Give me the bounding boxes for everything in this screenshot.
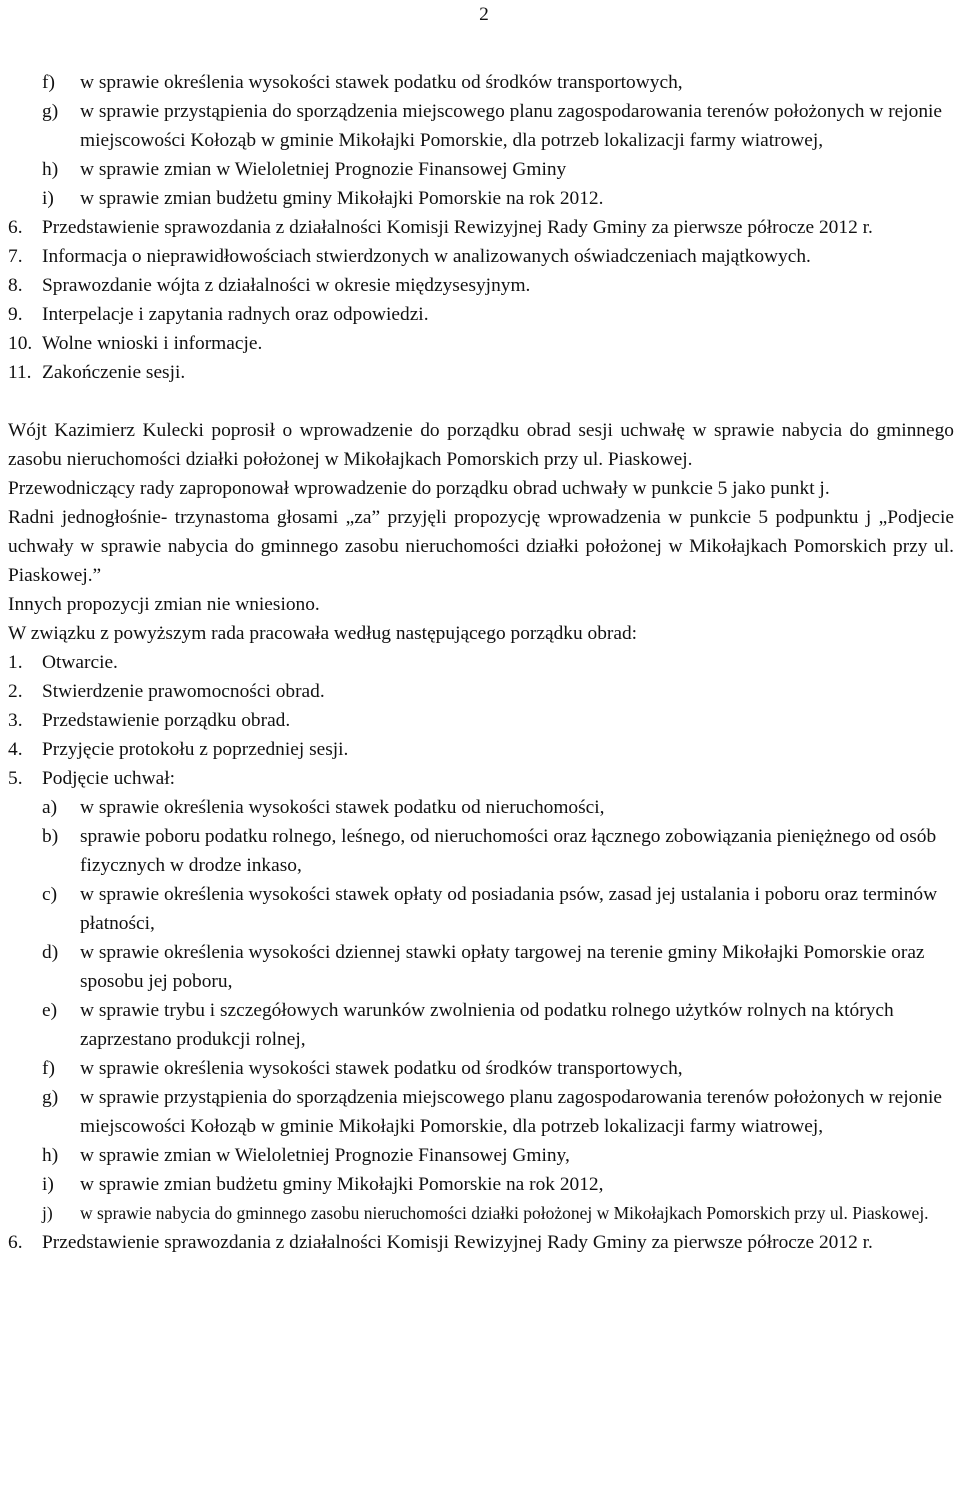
item-label: 6. <box>8 1232 23 1253</box>
paragraph: Wójt Kazimierz Kulecki poprosił o wprowadzenie do porządku obrad sesji uchwałę w sprawie nabycia do gminnego zasobu nieruchomości działki położonej w Mikołajkach Pomorskich przy ul. Piaskowej. <box>8 420 954 470</box>
paragraph: Przewodniczący rady zaproponował wprowadzenie do porządku obrad uchwały w punkcie 5 jako punkt j. <box>8 478 830 499</box>
item-text: Przedstawienie sprawozdania z działalności Komisji Rewizyjnej Rady Gminy za pierwsze półrocze 2012 r. <box>42 1232 873 1253</box>
document-body <box>8 68 954 1257</box>
list-item <box>8 1054 954 1083</box>
list-item <box>8 184 954 213</box>
item-text: Stwierdzenie prawomocności obrad. <box>42 681 325 702</box>
list-item <box>8 677 954 706</box>
item-text: sprawie poboru podatku rolnego, leśnego, od nieruchomości oraz łącznego zobowiązania pieniężnego od osób fizycznych w drodze inkaso, <box>80 826 937 876</box>
agenda-list-continued <box>8 1228 954 1257</box>
item-label: d) <box>42 942 59 963</box>
agenda-sub-list <box>8 793 954 1228</box>
item-label: 5. <box>8 768 23 789</box>
item-label: 2. <box>8 681 23 702</box>
item-label: j) <box>42 1203 53 1223</box>
list-item <box>8 648 954 677</box>
item-label: c) <box>42 884 58 905</box>
list-item <box>8 1170 954 1199</box>
item-label: 10. <box>8 333 33 354</box>
paragraph: W związku z powyższym rada pracowała według następującego porządku obrad: <box>8 623 638 644</box>
item-text: w sprawie zmian budżetu gminy Mikołajki Pomorskie na rok 2012, <box>80 1174 604 1195</box>
item-text: Wolne wnioski i informacje. <box>42 333 263 354</box>
item-label: b) <box>42 826 59 847</box>
item-text: Zakończenie sesji. <box>42 362 186 383</box>
spacer <box>8 387 954 416</box>
item-text: Interpelacje i zapytania radnych oraz odpowiedzi. <box>42 304 429 325</box>
top-sub-list <box>8 68 954 213</box>
page-number: 2 <box>479 4 489 25</box>
list-item <box>8 329 954 358</box>
item-text: w sprawie określenia wysokości stawek opłaty od posiadania psów, zasad jej ustalania i poboru oraz terminów płatności, <box>80 884 938 934</box>
item-text: w sprawie przystąpienia do sporządzenia miejscowego planu zagospodarowania terenów położonych w rejonie miejscowości Kołoząb w gminie Mikołajki Pomorskie, dla potrzeb lokalizacji farmy wiatrowej, <box>80 1087 943 1137</box>
paragraphs <box>8 416 954 648</box>
item-label: a) <box>42 797 58 818</box>
item-text: Przedstawienie sprawozdania z działalności Komisji Rewizyjnej Rady Gminy za pierwsze półrocze 2012 r. <box>42 217 873 238</box>
item-text: Przedstawienie porządku obrad. <box>42 710 291 731</box>
list-item <box>8 68 954 97</box>
paragraph: Innych propozycji zmian nie wniesiono. <box>8 594 320 615</box>
list-item <box>8 764 954 793</box>
list-item <box>8 300 954 329</box>
item-text: w sprawie nabycia do gminnego zasobu nieruchomości działki położonej w Mikołajkach Pomorskich przy ul. Piaskowej. <box>80 1203 929 1223</box>
item-text: Informacja o nieprawidłowościach stwierdzonych w analizowanych oświadczeniach majątkowych. <box>42 246 811 267</box>
item-text: w sprawie określenia wysokości dziennej stawki opłaty targowej na terenie gminy Mikołajki Pomorskie oraz sposobu jej poboru, <box>80 942 925 992</box>
list-item <box>8 880 954 938</box>
item-label: 11. <box>8 362 32 383</box>
item-text: w sprawie zmian budżetu gminy Mikołajki Pomorskie na rok 2012. <box>80 188 604 209</box>
item-label: g) <box>42 101 59 122</box>
item-label: i) <box>42 1174 54 1195</box>
list-item <box>8 155 954 184</box>
list-item <box>8 938 954 996</box>
top-numbered-list <box>8 213 954 387</box>
item-text: w sprawie określenia wysokości stawek podatku od środków transportowych, <box>80 1058 683 1079</box>
item-text: w sprawie zmian w Wieloletniej Prognozie Finansowej Gminy, <box>80 1145 570 1166</box>
item-label: 9. <box>8 304 23 325</box>
agenda-list <box>8 648 954 793</box>
item-text: Sprawozdanie wójta z działalności w okresie międzysesyjnym. <box>42 275 531 296</box>
item-label: g) <box>42 1087 59 1108</box>
paragraph: Radni jednogłośnie- trzynastoma głosami „za” przyjęli propozycję wprowadzenia w punkcie 5 podpunktu j „Podjecie uchwały w sprawie nabycia do gminnego zasobu nieruchomości działki położonej w Mikołajkach Pomorskich przy ul. Piaskowej.” <box>8 507 954 586</box>
item-text: Przyjęcie protokołu z poprzedniej sesji. <box>42 739 349 760</box>
item-text: Otwarcie. <box>42 652 118 673</box>
list-item <box>8 996 954 1054</box>
list-item <box>8 822 954 880</box>
list-item <box>8 97 954 155</box>
list-item <box>8 1083 954 1141</box>
list-item <box>8 793 954 822</box>
item-text: w sprawie przystąpienia do sporządzenia miejscowego planu zagospodarowania terenów położonych w rejonie miejscowości Kołoząb w gminie Mikołajki Pomorskie, dla potrzeb lokalizacji farmy wiatrowej, <box>80 101 943 151</box>
item-label: 8. <box>8 275 23 296</box>
item-text: w sprawie określenia wysokości stawek podatku od nieruchomości, <box>80 797 605 818</box>
list-item <box>8 735 954 764</box>
item-label: 7. <box>8 246 23 267</box>
list-item <box>8 1228 954 1257</box>
item-label: h) <box>42 1145 59 1166</box>
item-label: 3. <box>8 710 23 731</box>
item-label: f) <box>42 1058 55 1079</box>
item-text: w sprawie określenia wysokości stawek podatku od środków transportowych, <box>80 72 683 93</box>
list-item <box>8 1141 954 1170</box>
list-item <box>8 358 954 387</box>
item-text: w sprawie trybu i szczegółowych warunków zwolnienia od podatku rolnego użytków rolnych na których zaprzestano produkcji rolnej, <box>80 1000 894 1050</box>
item-label: h) <box>42 159 59 180</box>
item-label: i) <box>42 188 54 209</box>
item-label: 4. <box>8 739 23 760</box>
item-label: e) <box>42 1000 58 1021</box>
list-item <box>8 213 954 242</box>
list-item <box>8 271 954 300</box>
item-label: 6. <box>8 217 23 238</box>
list-item <box>8 1199 954 1228</box>
item-text: Podjęcie uchwał: <box>42 768 175 789</box>
item-label: 1. <box>8 652 23 673</box>
list-item <box>8 242 954 271</box>
item-label: f) <box>42 72 55 93</box>
list-item <box>8 706 954 735</box>
item-text: w sprawie zmian w Wieloletniej Prognozie Finansowej Gminy <box>80 159 567 180</box>
